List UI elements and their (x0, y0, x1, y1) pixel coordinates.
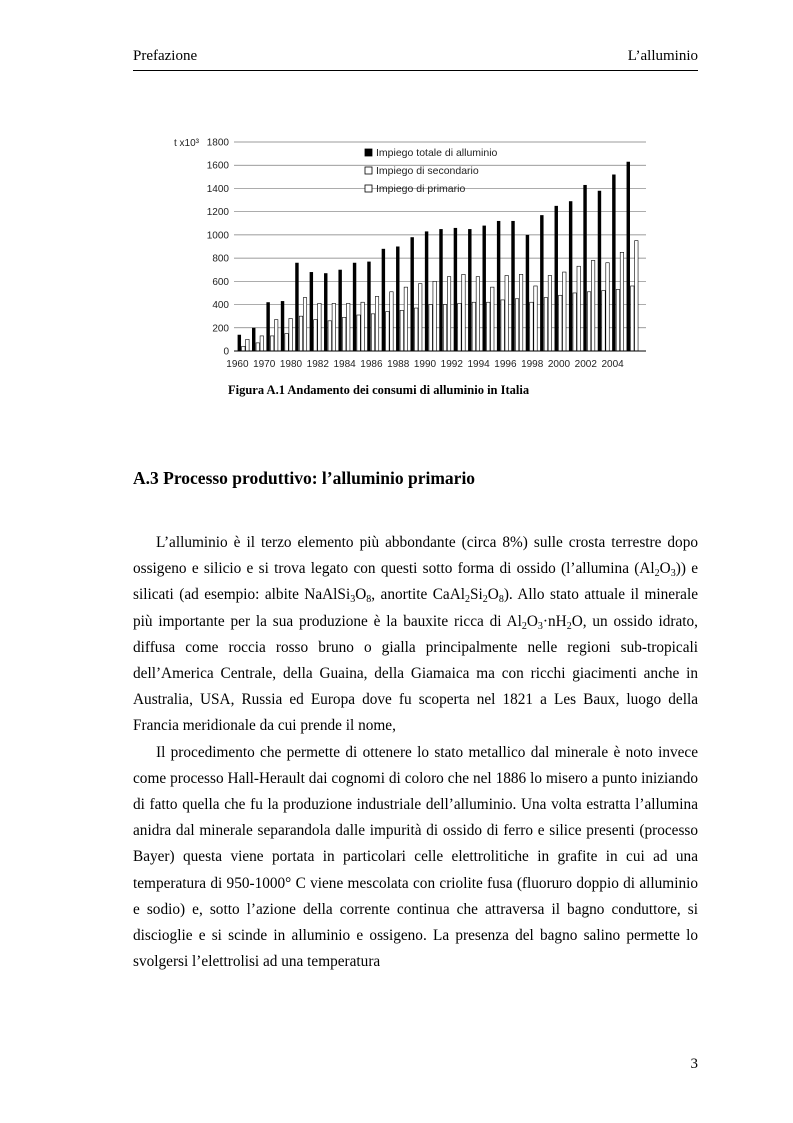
y-tick-label: 400 (212, 300, 229, 312)
bar-2001-s1 (598, 191, 601, 351)
bar-1993-s2 (487, 302, 490, 351)
legend-label: Impiego di primario (376, 183, 466, 195)
x-tick-label: 1982 (306, 359, 329, 370)
bar-1989-s3 (433, 281, 436, 351)
y-tick-label: 1000 (206, 230, 229, 242)
bar-1989-s1 (425, 231, 428, 351)
bar-1994-s1 (497, 221, 500, 351)
x-tick-label: 1970 (253, 359, 276, 370)
paragraph-1: L’alluminio è il terzo elemento più abbondante (circa 8%) sulle crosta terrestre dopo ossigeno e silicio e si trova legato con questi sotto forma di ossido (l’allumina $(Al_2O_3)$) e silicati (ad esempio: albite $NaAlSi_3O_8$, anortite $CaAl_2Si_2O_8$). Allo stato attuale il minerale più importante per la sua produzione è la bauxite ricca di $Al_2O_3\cdot nH_2O$, un ossido idrato, diffusa come roccia rosso bruno o gialla principalmente nelle regioni sub-tropicali dell’America Centrale, della Guaina, della Giamaica ma con ricchi giacimenti anche in Australia, USA, Russia ed Europa dove fu scoperta nel 1821 a Les Baux, luogo della Francia meridionale da cui prende il nome, (133, 534, 699, 735)
y-tick-label: 200 (212, 323, 229, 335)
bar-1992-s3 (476, 277, 479, 351)
bar-1965-s2 (256, 343, 259, 351)
bar-2000-s2 (587, 292, 590, 351)
bar-1981-s1 (310, 272, 313, 351)
bar-2002-s2 (616, 289, 619, 351)
bar-1970-s2 (270, 336, 273, 351)
header-chapter: Prefazione (133, 48, 198, 64)
y-tick-label: 600 (212, 276, 229, 288)
bar-1960-s2 (242, 346, 245, 351)
bar-1990-s2 (443, 305, 446, 351)
bar-1965-s1 (252, 328, 255, 351)
paragraph-2: Il procedimento che permette di ottenere lo stato metallico dal minerale è noto invece come processo Hall-Herault dai cognomi di coloro che nel 1886 lo misero a punto iniziando di fatto quella che fu la produzione industriale dell’alluminio. Una volta estratta l’allumina anidra dal minerale separandola dalle impurità di ossido di ferro e silice presenti (processo Bayer) questa viene portata in particolari celle elettrolitiche in grafite in cui ad una temperatura di 950-1000° C viene mescolata con criolite fusa (fluoruro doppio di alluminio e sodio) e, sotto l’azione della corrente continua che attraversa il bagno conduttore, si discioglie e si scinde in alluminio e ossigeno. La presenza del bagno salino permette lo svolgersi l’elettrolisi ad una temperatura (133, 743, 698, 971)
running-header (133, 48, 698, 71)
bar-1987-s2 (400, 310, 403, 351)
bar-1970-s1 (266, 302, 269, 351)
legend-swatch (365, 185, 372, 192)
bar-1986-s3 (390, 292, 393, 351)
y-tick-label: 0 (223, 346, 229, 358)
bar-1983-s2 (342, 317, 345, 351)
bar-1997-s1 (540, 215, 543, 351)
bar-1983-s3 (347, 303, 350, 351)
bar-1985-s3 (375, 296, 378, 351)
legend-swatch (365, 167, 372, 174)
bar-1991-s1 (454, 228, 457, 351)
bar-1985-s1 (367, 262, 370, 351)
y-tick-label: 1200 (206, 207, 229, 219)
bar-1984-s2 (357, 315, 360, 351)
bar-1980-s2 (299, 316, 302, 351)
bar-1985-s2 (371, 314, 374, 351)
x-tick-label: 1996 (494, 359, 517, 370)
bar-2003-s3 (635, 241, 638, 351)
bar-1997-s3 (548, 276, 551, 351)
bar-1986-s1 (382, 249, 385, 351)
y-tick-label: 1800 (206, 137, 229, 149)
section-heading: A.3 Processo produttivo: l’alluminio primario (133, 468, 476, 488)
x-tick-label: 2004 (601, 359, 624, 370)
x-tick-label: 1960 (226, 359, 249, 370)
bar-1981-s3 (318, 303, 321, 351)
bar-1999-s3 (577, 266, 580, 351)
consumption-bar-chart (160, 130, 660, 378)
header-topic: L’alluminio (627, 48, 698, 64)
x-tick-label: 1990 (413, 359, 437, 370)
x-tick-label: 2002 (574, 359, 597, 370)
bar-1980-s3 (303, 298, 306, 351)
x-tick-label: 1980 (279, 359, 303, 370)
bar-2001-s2 (602, 291, 605, 351)
chart-legend (365, 147, 498, 195)
bar-1996-s1 (526, 235, 529, 351)
bar-1997-s2 (544, 298, 547, 351)
bar-1982-s1 (324, 273, 327, 351)
bar-1998-s1 (555, 206, 558, 351)
bar-1975-s2 (285, 334, 288, 351)
bar-1988-s3 (419, 284, 422, 351)
bar-1991-s2 (458, 303, 461, 351)
legend-label: Impiego totale di alluminio (376, 147, 498, 159)
bar-1994-s3 (505, 276, 508, 351)
page-number: 3 (690, 1056, 698, 1072)
bar-1994-s2 (501, 300, 504, 351)
y-tick-label: 1400 (206, 183, 229, 195)
bar-1983-s1 (338, 270, 341, 351)
bar-1989-s2 (429, 305, 432, 351)
bar-1999-s1 (569, 201, 572, 351)
y-axis-label: t x10³ (174, 138, 200, 149)
bar-1982-s3 (332, 303, 335, 351)
bar-2003-s2 (631, 286, 634, 351)
figure-caption: Figura A.1 Andamento dei consumi di alluminio in Italia (228, 383, 530, 397)
bar-2001-s3 (606, 263, 609, 351)
bar-1987-s3 (404, 287, 407, 351)
bar-1998-s3 (563, 272, 566, 351)
body-text (133, 530, 698, 975)
x-tick-label: 1988 (387, 359, 410, 370)
y-tick-label: 1600 (206, 160, 229, 172)
legend-label: Impiego di secondario (376, 165, 479, 177)
bar-1960-s1 (238, 335, 241, 351)
bar-1999-s2 (573, 293, 576, 351)
bar-1993-s1 (482, 226, 485, 351)
bar-1993-s3 (491, 287, 494, 351)
y-tick-label: 800 (212, 253, 229, 265)
bar-2002-s3 (620, 252, 623, 351)
bar-1990-s1 (439, 229, 442, 351)
bar-1998-s2 (559, 295, 562, 351)
x-tick-label: 1998 (521, 359, 544, 370)
bar-1987-s1 (396, 247, 399, 352)
bar-1995-s1 (511, 221, 514, 351)
bar-1992-s1 (468, 229, 471, 351)
legend-swatch (365, 149, 372, 156)
x-tick-label: 1986 (360, 359, 383, 370)
x-tick-label: 1984 (333, 359, 356, 370)
x-tick-label: 1992 (440, 359, 463, 370)
bar-1988-s2 (415, 308, 418, 351)
bar-2000-s1 (583, 185, 586, 351)
x-tick-label: 2000 (547, 359, 571, 370)
bar-2000-s3 (591, 260, 594, 351)
bar-2002-s1 (612, 175, 615, 351)
bar-1990-s3 (447, 277, 450, 351)
bar-1980-s1 (295, 263, 298, 351)
bar-1982-s2 (328, 321, 331, 351)
bar-1996-s3 (534, 286, 537, 351)
bar-1975-s1 (281, 301, 284, 351)
bar-1995-s2 (515, 299, 518, 351)
bar-1992-s2 (472, 302, 475, 351)
bar-2003-s1 (627, 162, 630, 351)
bar-1970-s3 (274, 320, 277, 351)
bar-1986-s2 (386, 312, 389, 351)
bar-1996-s2 (530, 302, 533, 351)
x-tick-label: 1994 (467, 359, 490, 370)
bar-1960-s3 (246, 339, 249, 351)
bar-1984-s3 (361, 302, 364, 351)
bar-1995-s3 (519, 274, 522, 351)
bar-1965-s3 (260, 336, 263, 351)
bar-1991-s3 (462, 274, 465, 351)
bar-1981-s2 (314, 320, 317, 351)
bar-1975-s3 (289, 318, 292, 351)
bar-1984-s1 (353, 263, 356, 351)
bar-1988-s1 (410, 237, 413, 351)
